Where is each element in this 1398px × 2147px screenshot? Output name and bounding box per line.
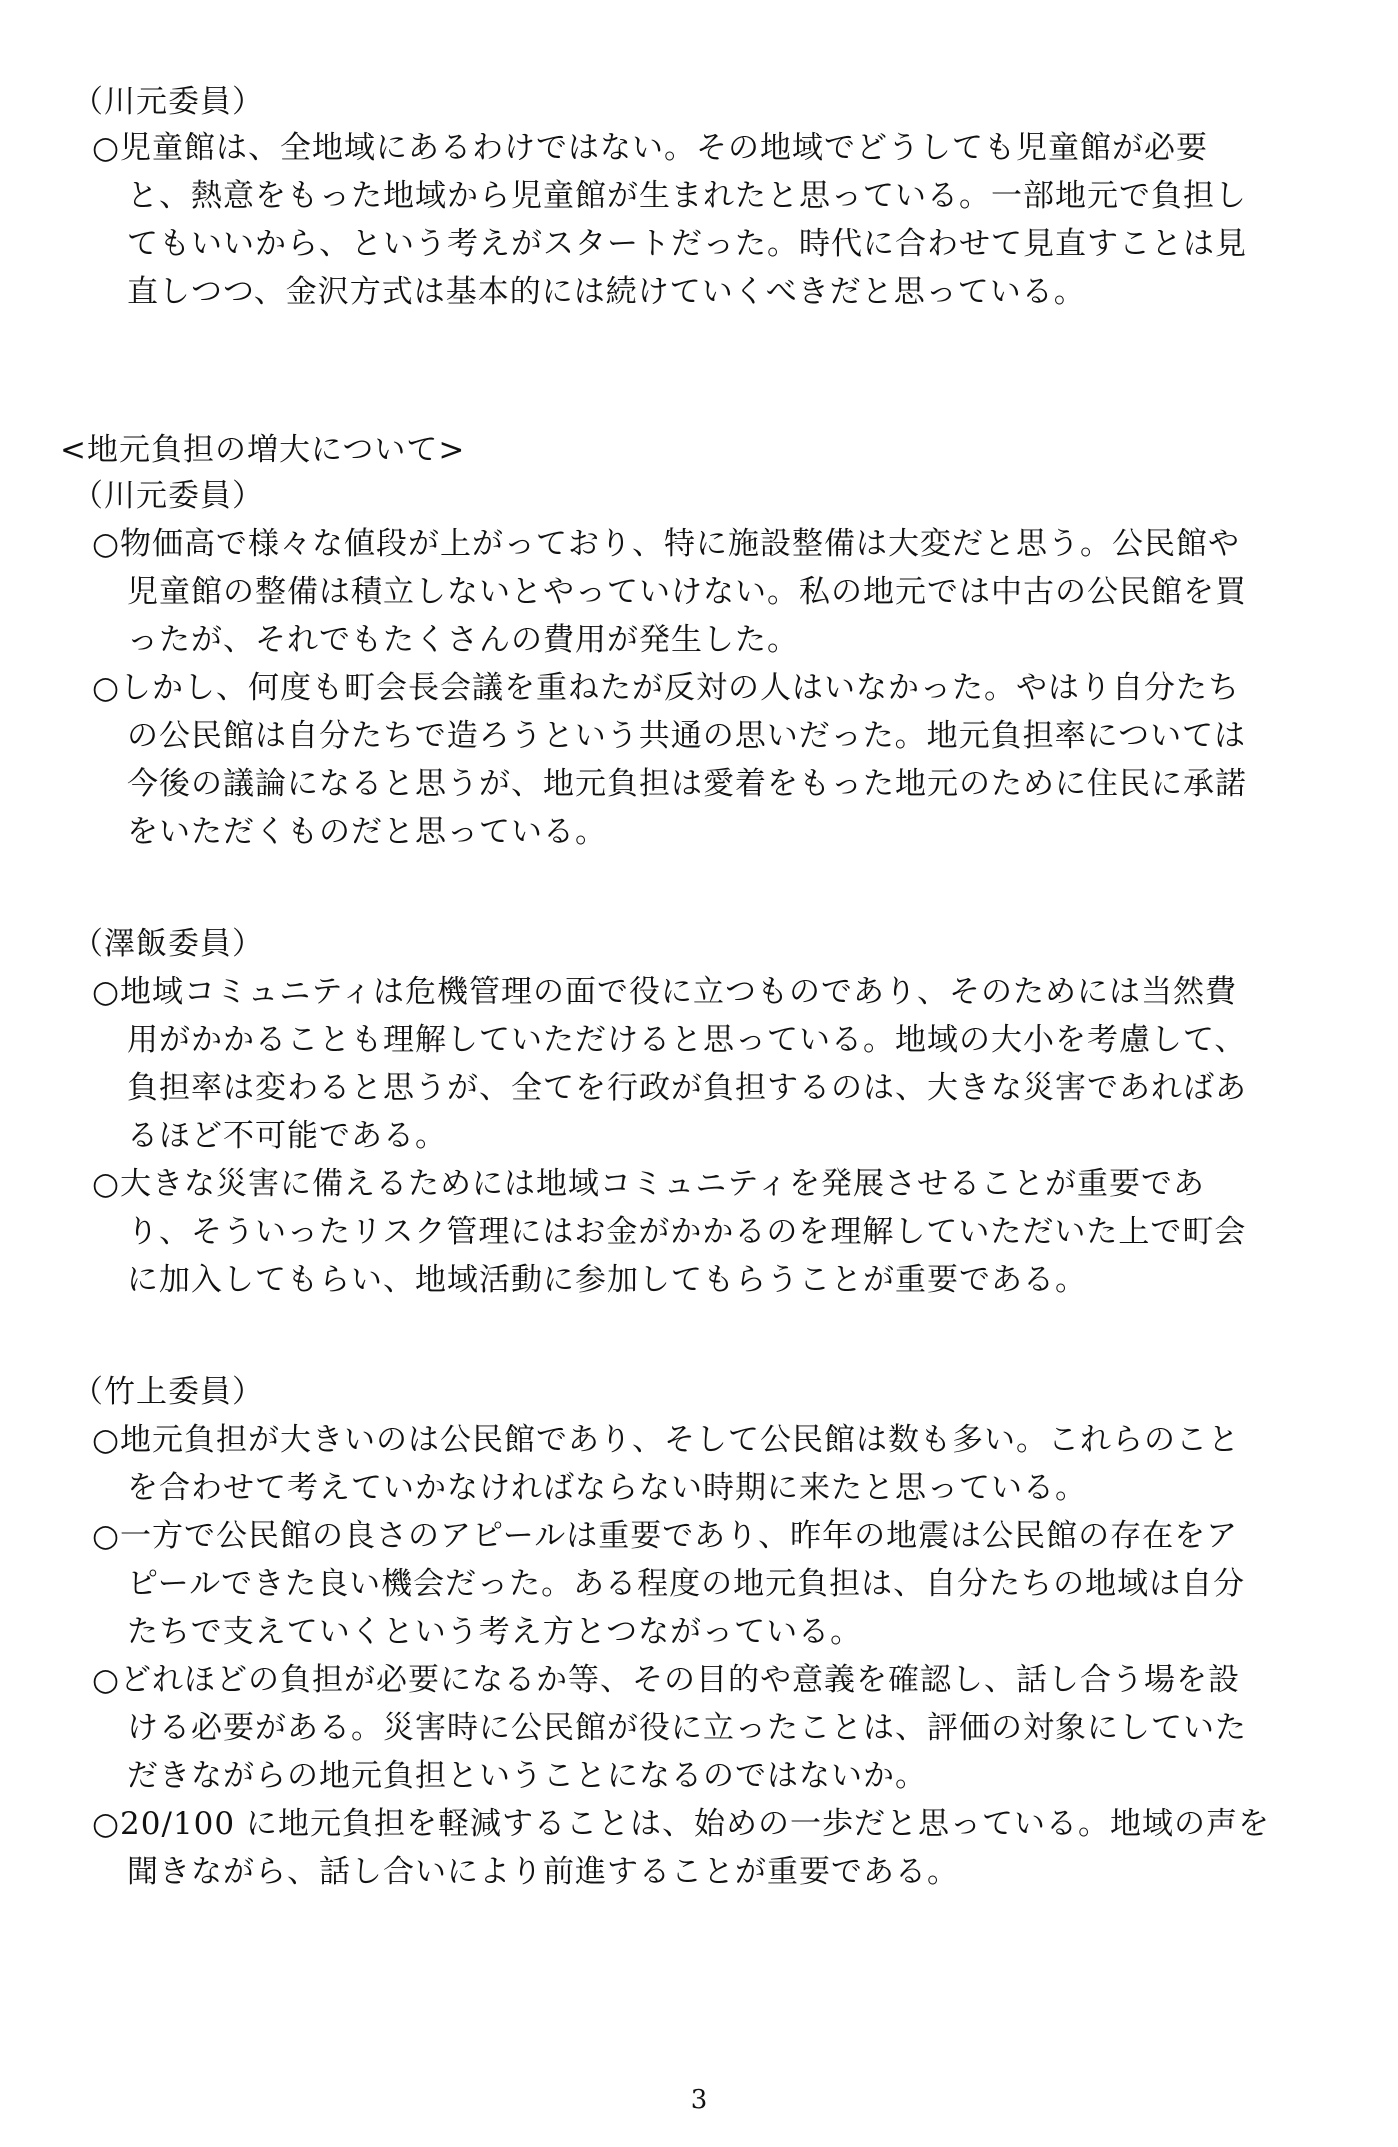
paragraph-line: と、熱意をもった地域から児童館が生まれたと思っている。一部地元で負担し bbox=[127, 178, 1247, 214]
paragraph-line: ○地域コミュニティは危機管理の面で役に立つものであり、そのためには当然費 bbox=[92, 974, 1237, 1010]
paragraph-line: 今後の議論になると思うが、地元負担は愛着をもった地元のために住民に承諾 bbox=[127, 766, 1247, 802]
paragraph-line: ○大きな災害に備えるためには地域コミュニティを発展させることが重要であ bbox=[92, 1166, 1205, 1202]
paragraph-line: ○児童館は、全地域にあるわけではない。その地域でどうしても児童館が必要 bbox=[92, 130, 1209, 166]
paragraph-line: るほど不可能である。 bbox=[127, 1118, 447, 1154]
page-number: 3 bbox=[690, 2085, 708, 2115]
speaker-label: （竹上委員） bbox=[72, 1374, 264, 1410]
speaker-label: （川元委員） bbox=[72, 478, 264, 514]
paragraph-line: だきながらの地元負担ということになるのではないか。 bbox=[127, 1758, 927, 1794]
paragraph-line: てもいいから、という考えがスタートだった。時代に合わせて見直すことは見 bbox=[127, 226, 1247, 262]
paragraph-line: 直しつつ、金沢方式は基本的には続けていくべきだと思っている。 bbox=[127, 274, 1086, 310]
paragraph-line: の公民館は自分たちで造ろうという共通の思いだった。地元負担率については bbox=[127, 718, 1247, 754]
paragraph-line: ○どれほどの負担が必要になるか等、その目的や意義を確認し、話し合う場を設 bbox=[92, 1662, 1241, 1698]
paragraph-line: に加入してもらい、地域活動に参加してもらうことが重要である。 bbox=[127, 1262, 1087, 1298]
paragraph-line: ける必要がある。災害時に公民館が役に立ったことは、評価の対象にしていた bbox=[127, 1710, 1247, 1746]
paragraph-line: ピールできた良い機会だった。ある程度の地元負担は、自分たちの地域は自分 bbox=[127, 1566, 1246, 1602]
paragraph-line: ○一方で公民館の良さのアピールは重要であり、昨年の地震は公民館の存在をア bbox=[92, 1518, 1239, 1554]
paragraph-line: 児童館の整備は積立しないとやっていけない。私の地元では中古の公民館を買 bbox=[127, 574, 1247, 610]
paragraph-line: を合わせて考えていかなければならない時期に来たと思っている。 bbox=[127, 1470, 1087, 1506]
paragraph-line: ○地元負担が大きいのは公民館であり、そして公民館は数も多い。これらのこと bbox=[92, 1422, 1241, 1458]
paragraph-line: ったが、それでもたくさんの費用が発生した。 bbox=[127, 622, 799, 658]
paragraph-line: 聞きながら、話し合いにより前進することが重要である。 bbox=[127, 1854, 959, 1890]
paragraph-line: をいただくものだと思っている。 bbox=[127, 814, 607, 850]
paragraph-line: ○物価高で様々な値段が上がっており、特に施設整備は大変だと思う。公民館や bbox=[92, 526, 1241, 562]
paragraph-line: り、そういったリスク管理にはお金がかかるのを理解していただいた上で町会 bbox=[127, 1214, 1247, 1250]
paragraph-line: 用がかかることも理解していただけると思っている。地域の大小を考慮して、 bbox=[127, 1022, 1247, 1058]
section-heading: <地元負担の増大について> bbox=[60, 432, 466, 468]
paragraph-line: ○20/100 に地元負担を軽減することは、始めの一歩だと思っている。地域の声を bbox=[92, 1806, 1270, 1842]
speaker-label: （澤飯委員） bbox=[72, 926, 264, 962]
paragraph-line: たちで支えていくという考え方とつながっている。 bbox=[127, 1614, 863, 1650]
speaker-label: （川元委員） bbox=[72, 84, 264, 120]
paragraph-line: ○しかし、何度も町会長会議を重ねたが反対の人はいなかった。やはり自分たち bbox=[92, 670, 1241, 706]
paragraph-line: 負担率は変わると思うが、全てを行政が負担するのは、大きな災害であればあ bbox=[127, 1070, 1247, 1106]
